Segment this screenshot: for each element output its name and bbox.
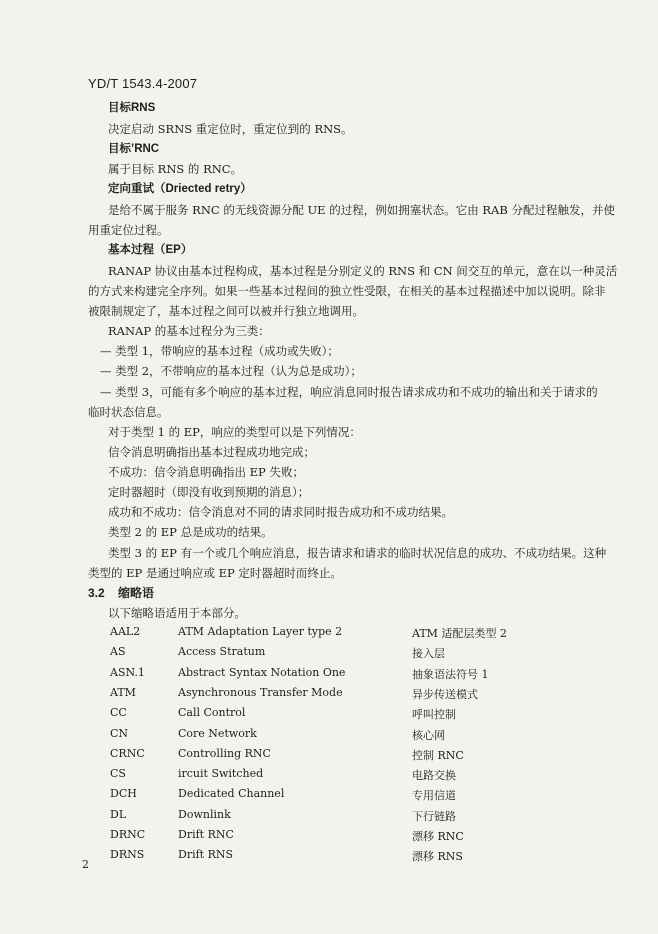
section-number: 3.2 [88, 586, 105, 600]
page-number: 2 [82, 858, 89, 871]
ep-type-1-intro: 对于类型 1 的 EP，响应的类型可以是下列情况： [108, 425, 361, 439]
abbreviation-chinese: 专用信道 [412, 789, 456, 803]
definition-body-line: 被限制规定了，基本过程之间可以被并行独立地调用。 [88, 304, 364, 318]
abbreviation-english: Dedicated Channel [178, 787, 285, 801]
abbreviation-chinese: 漂移 RNS [412, 850, 463, 864]
ep-type-1: — 类型 1，带响应的基本过程（成功或失败）； [100, 344, 339, 358]
abbreviation-chinese: 下行链路 [412, 809, 456, 823]
abbreviation-chinese: 抽象语法符号 1 [412, 667, 489, 681]
abbreviation-english: Drift RNS [178, 848, 234, 862]
section-intro: 以下缩略语适用于本部分。 [108, 606, 246, 620]
abbreviation-english: Abstract Syntax Notation One [178, 665, 346, 679]
abbreviation-chinese: 呼叫控制 [412, 708, 456, 722]
abbreviation-english: Asynchronous Transfer Mode [178, 685, 343, 699]
ep-response-item: 信令消息明确指出基本过程成功地完成； [108, 445, 315, 459]
standard-code-header: YD/T 1543.4-2007 [88, 76, 198, 91]
definition-body-target-rns: 决定启动 SRNS 重定位时，重定位到的 RNS。 [108, 122, 353, 136]
abbreviation-code: ASN.1 [110, 665, 145, 679]
ep-response-item: 定时器超时（即没有收到预期的消息）； [108, 485, 310, 499]
abbreviation-chinese: 异步传送模式 [412, 687, 478, 701]
abbreviation-english: Downlink [178, 807, 231, 821]
abbreviation-code: DL [110, 807, 127, 821]
abbreviation-code: CN [110, 726, 129, 740]
abbreviation-chinese: 接入层 [412, 647, 445, 661]
abbreviation-english: ATM Adaptation Layer type 2 [178, 625, 343, 638]
abbreviation-chinese: 控制 RNC [412, 748, 464, 762]
abbreviation-code: DRNC [110, 828, 146, 841]
abbreviation-english: Drift RNC [178, 828, 234, 841]
definition-term-elementary-procedure: 基本过程（EP） [108, 244, 193, 256]
section-title: 缩略语 [118, 586, 155, 600]
definition-body-line: 的方式来构建完全序列。如果一些基本过程间的独立性受限，在相关的基本过程描述中加以说明。除非 [88, 284, 606, 298]
abbreviation-code: ATM [110, 685, 136, 699]
abbreviation-code: AS [110, 645, 126, 659]
ep-type-2-note: 类型 2 的 EP 总是成功的结果。 [108, 525, 273, 539]
ep-type-3-line: — 类型 3，可能有多个响应的基本过程，响应消息同时报告请求成功和不成功的输出和关于请求的 [100, 385, 598, 399]
ep-response-item: 成功和不成功：信令消息对不同的请求同时报告成功和不成功结果。 [108, 505, 453, 519]
abbreviation-code: CC [110, 706, 127, 720]
ep-type-3-note-line: 类型 3 的 EP 有一个或几个响应消息，报告请求和请求的临时状况信息的成功、不成功结果。这种 [108, 546, 607, 560]
ep-type-2: — 类型 2，不带响应的基本过程（认为总是成功）； [100, 364, 362, 378]
ep-response-item: 不成功：信令消息明确指出 EP 失败； [108, 465, 304, 479]
abbreviation-code: CRNC [110, 746, 145, 760]
ep-types-intro: RANAP 的基本过程分为三类： [108, 324, 270, 338]
definition-term-target-rns: 目标RNS [108, 102, 156, 114]
abbreviation-code: AAL2 [110, 625, 141, 638]
abbreviation-chinese: 核心网 [412, 728, 445, 742]
definition-term-target-rnc: 目标’RNC [108, 143, 160, 155]
abbreviation-english: Access Stratum [178, 645, 266, 659]
definition-term-directed-retry: 定向重试（Driected retry） [108, 183, 252, 195]
abbreviation-chinese: 电路交换 [412, 769, 456, 783]
abbreviation-code: DRNS [110, 848, 145, 862]
abbreviation-code: CS [110, 767, 126, 781]
abbreviation-chinese: 漂移 RNC [412, 830, 464, 843]
ep-type-3-note-line: 类型的 EP 是通过响应或 EP 定时器超时而终止。 [88, 566, 342, 580]
abbreviation-chinese: ATM 适配层类型 2 [412, 627, 507, 640]
abbreviation-english: Controlling RNC [178, 746, 271, 760]
abbreviation-english: ircuit Switched [178, 767, 264, 781]
definition-body-line: 用重定位过程。 [88, 223, 169, 237]
abbreviation-code: DCH [110, 787, 137, 801]
definition-body-target-rnc: 属于目标 RNS 的 RNC。 [108, 162, 243, 176]
abbreviation-english: Core Network [178, 726, 257, 740]
definition-body-line: RANAP 协议由基本过程构成，基本过程是分别定义的 RNS 和 CN 间交互的单元，意在以一种灵活 [108, 264, 618, 278]
abbreviation-english: Call Control [178, 706, 246, 720]
ep-type-3-line: 临时状态信息。 [88, 405, 169, 419]
definition-body-line: 是给不属于服务 RNC 的无线资源分配 UE 的过程，例如拥塞状态。它由 RAB 分配过程触发，并使 [108, 203, 615, 217]
